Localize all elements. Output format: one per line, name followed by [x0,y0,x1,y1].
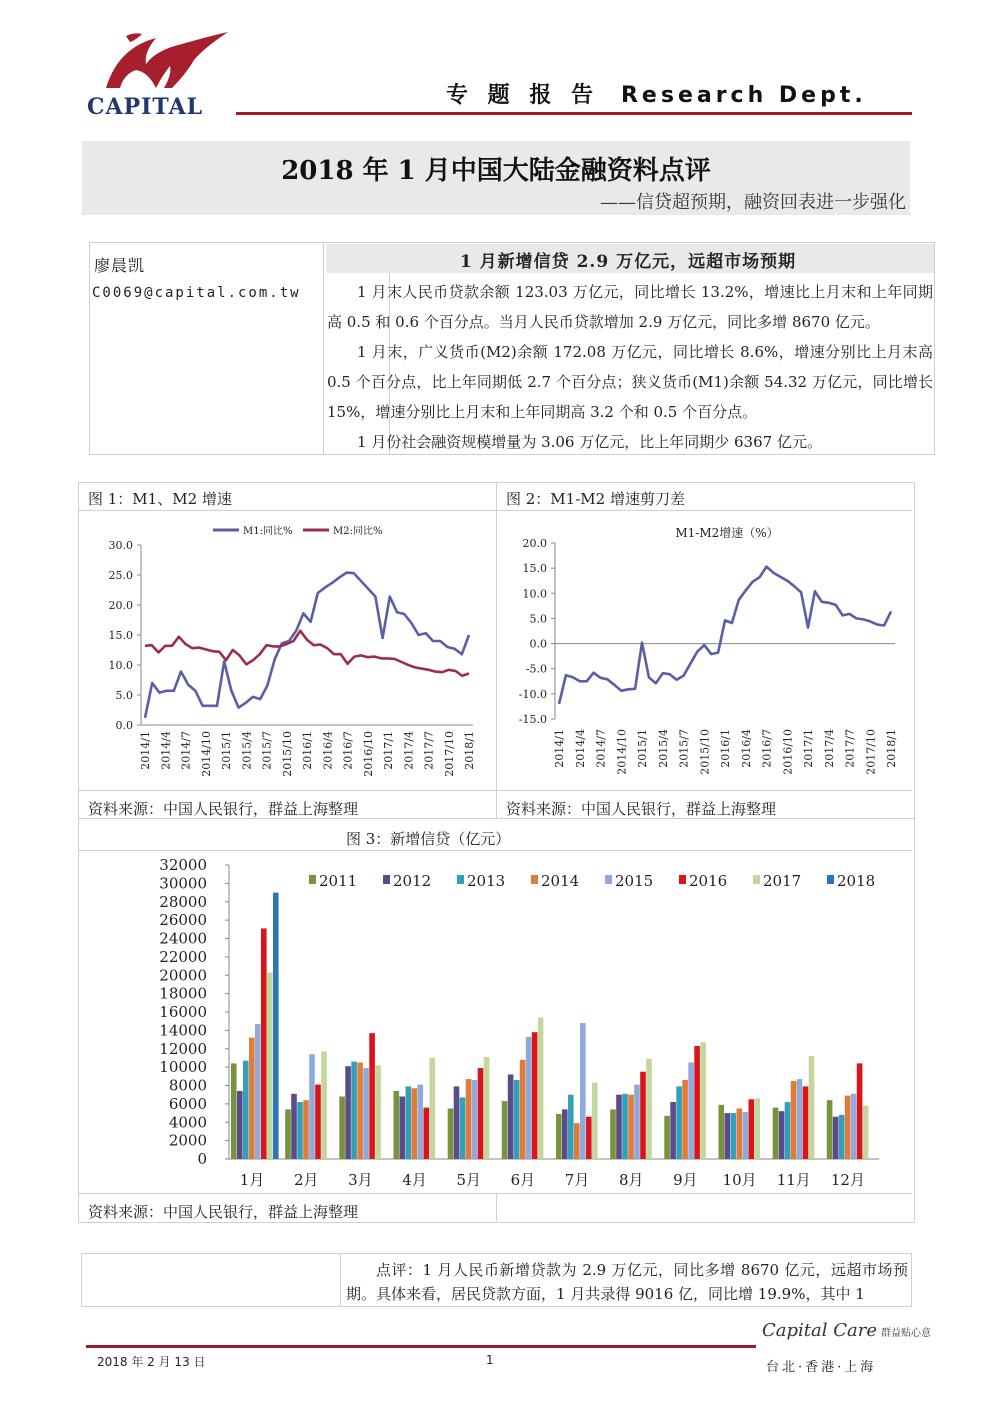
figure-3-caption: 图 3：新增信贷（亿元） [346,830,511,848]
bar [502,1101,508,1159]
report-title: 2018 年 1 月中国大陆金融资料点评 [281,156,711,186]
bar [676,1086,682,1159]
bar [466,1079,472,1159]
legend-label: 2014 [541,872,580,890]
y-tick-label: 4000 [168,1113,207,1132]
bar [556,1114,562,1159]
legend-swatch [383,875,390,884]
figure-1-source: 资料来源：中国人民银行，群益上海整理 [88,800,359,818]
figure-1-caption: 图 1：M1、M2 增速 [88,490,232,508]
legend-label: M1:同比% [243,526,293,537]
y-tick-label: 10.0 [522,587,547,601]
bar [315,1085,321,1159]
bar [863,1106,869,1159]
bar [424,1108,430,1159]
legend-swatch [827,875,834,884]
x-tick-label: 2016/10 [361,731,375,777]
x-tick-label: 1月 [239,1171,265,1189]
x-tick-label: 2015/1 [220,731,233,770]
y-tick-label: 0.0 [115,719,133,732]
x-tick-label: 2015/10 [698,729,712,775]
bar [749,1099,755,1159]
bar [472,1080,478,1159]
report-subtitle: ——信贷超预期，融资回表进一步强化 [600,192,906,213]
y-tick-label: -15.0 [518,713,547,726]
x-tick-label: 4月 [402,1171,427,1189]
y-tick-label: 30000 [159,874,207,893]
y-tick-label: 14000 [159,1021,207,1040]
author-name: 廖晨凯 [94,256,146,275]
bar [827,1100,833,1159]
bar [418,1085,424,1159]
figure-2-caption: 图 2：M1-M2 增速剪刀差 [506,490,685,508]
bar [412,1088,418,1159]
bar [574,1123,580,1159]
y-tick-label: 24000 [159,929,207,948]
bar [520,1060,526,1159]
y-tick-label: 0 [197,1150,207,1168]
x-tick-label: 2015/4 [656,729,670,768]
bar [363,1068,369,1159]
bar [622,1094,628,1159]
bar [779,1111,785,1159]
bar [321,1052,327,1160]
legend-label: 2018 [837,872,876,890]
y-tick-label: 10000 [159,1058,207,1077]
summary-text: 1 月末人民币贷款余额 123.03 万亿元，同比增长 13.2%，增速比上月末和上年同期高 0.5 和 0.6 个百分点。当月人民币贷款增加 2.9 万亿元，同比多增 8670 亿元。 [327,283,933,331]
bar [634,1085,640,1159]
x-tick-label: 2018/1 [463,731,476,770]
bar [454,1086,460,1159]
x-tick-label: 2017/7 [843,729,857,768]
divider [79,790,912,791]
y-tick-label: 15.0 [522,562,547,576]
bar [809,1056,815,1159]
y-tick-label: 30.0 [108,539,133,552]
x-tick-label: 2016/7 [760,729,774,768]
bar [291,1094,297,1159]
bar [400,1097,406,1160]
x-tick-label: 2016/1 [301,731,314,770]
x-tick-label: 2017/1 [802,729,815,768]
bar [670,1102,676,1159]
footer-brand-logo [762,1320,931,1341]
bar [508,1075,514,1160]
x-tick-label: 2017/10 [864,729,878,775]
bar [430,1058,436,1159]
x-tick-label: 2014/4 [573,729,587,768]
bar [725,1113,731,1159]
legend-swatch [605,875,612,884]
summary-table [89,242,935,455]
legend-label: 2013 [467,872,506,890]
page-number: 1 [486,1353,494,1367]
legend-swatch [531,875,538,884]
x-tick-label: 2017/7 [422,731,436,770]
bar [514,1080,520,1159]
bar [791,1081,797,1159]
y-tick-label: 10.0 [108,659,133,672]
bar [773,1108,779,1159]
legend-swatch [679,875,686,884]
divider [340,1254,341,1306]
x-tick-label: 12月 [830,1171,865,1189]
x-tick-label: 2016/1 [719,729,732,768]
x-tick-label: 2014/1 [139,731,152,770]
x-tick-label: 2014/7 [594,729,608,768]
y-tick-label: 32000 [159,856,207,874]
bar [297,1102,303,1159]
bar [478,1068,484,1159]
series-line [559,567,891,704]
bar [369,1033,375,1159]
department-en: Research Dept. [620,83,867,108]
bar [285,1109,291,1159]
bar [255,1024,261,1159]
y-tick-label: 20.0 [522,537,547,550]
brand-tagline: 群益贴心意 [881,1328,931,1339]
department-title [446,78,867,109]
y-tick-label: 15.0 [108,629,133,642]
legend-swatch [309,875,316,884]
legend-label: 2017 [763,872,802,890]
bar [484,1057,490,1159]
bar [700,1042,706,1159]
x-tick-label: 2015/1 [636,729,649,768]
x-tick-label: 2017/4 [402,731,416,770]
x-tick-label: 2016/4 [321,731,335,770]
bar [785,1102,791,1159]
y-tick-label: 5.0 [529,612,547,626]
bar [394,1091,400,1159]
bar [682,1080,688,1159]
bar [261,928,267,1159]
logo-wordmark: CAPITAL [87,94,204,120]
x-tick-label: 2015/4 [240,731,254,770]
x-tick-label: 2015/7 [260,731,274,770]
bar [731,1113,737,1159]
x-tick-label: 8月 [618,1171,644,1189]
bar [243,1061,249,1159]
bar [538,1018,544,1160]
bar [851,1094,857,1159]
legend-swatch [753,875,760,884]
x-tick-label: 9月 [673,1171,698,1189]
y-tick-label: 26000 [159,911,207,930]
x-tick-label: 2017/10 [442,731,456,777]
x-tick-label: 5月 [456,1171,482,1189]
footer-rule [86,1345,756,1348]
bar [592,1083,598,1159]
bar [448,1109,454,1160]
bar [797,1079,803,1159]
x-tick-label: 6月 [510,1171,536,1189]
bar [309,1054,315,1159]
legend-label: 2012 [393,872,432,890]
header-rule [236,112,912,115]
summary-paragraph-2 [327,337,933,427]
footer-cities: 台北·香港·上海 [766,1360,877,1375]
summary-paragraph-3 [327,427,933,457]
bar [743,1112,749,1159]
y-tick-label: 28000 [159,892,207,911]
bar [688,1063,694,1160]
bar [345,1066,351,1159]
y-tick-label: 5.0 [115,689,133,702]
bar [755,1098,761,1159]
summary-text: 1 月份社会融资规模增量为 3.06 万亿元，比上年同期少 6367 亿元。 [357,433,822,451]
bar [694,1046,700,1159]
bar [339,1097,345,1160]
summary-paragraph-1 [327,277,933,337]
y-tick-label: 25.0 [108,569,133,582]
bar [616,1095,622,1159]
bar [646,1059,652,1159]
y-tick-label: 12000 [159,1039,207,1058]
y-tick-label: 0.0 [529,637,547,651]
x-tick-label: 2017/4 [822,729,836,768]
bar [719,1105,725,1159]
x-tick-label: 2014/4 [159,731,173,770]
footer-date: 2018 年 2 月 13 日 [97,1355,206,1369]
bar [839,1115,845,1159]
bar [737,1109,743,1160]
x-tick-label: 2014/10 [615,729,629,775]
series-line [145,631,469,676]
figure-3-source: 资料来源：中国人民银行，群益上海整理 [88,1203,359,1221]
summary-text: 1 月末，广义货币(M2)余额 172.08 万亿元，同比增长 8.6%，增速分别比上月末高 0.5 个百分点，比上年同期低 2.7 个百分点；狭义货币(M1)余额 54.32 万亿元，同比增长 15%，增速分别比上月末和上年同期高 3.2 个和 0.5 个百分点。 [327,343,933,421]
comment-box [81,1253,912,1307]
x-tick-label: 3月 [348,1171,373,1189]
x-tick-label: 2014/7 [179,731,193,770]
legend-label: 2016 [689,872,728,890]
y-tick-label: 6000 [168,1094,207,1113]
x-tick-label: 2014/10 [199,731,213,777]
bar [845,1096,851,1159]
legend-label: M2:同比% [333,526,383,537]
bar [267,973,273,1160]
bar [857,1063,863,1159]
x-tick-label: 11月 [776,1171,811,1189]
department-cn: 专 题 报 告 [446,82,599,108]
x-tick-label: 2014/1 [553,729,566,768]
bar [460,1097,466,1159]
bar [526,1037,532,1159]
bar [375,1065,381,1159]
x-tick-label: 2018/1 [885,729,898,768]
bar [568,1095,574,1159]
y-tick-label: 16000 [159,1003,207,1021]
bar [586,1117,592,1159]
bar [580,1023,586,1159]
bar [532,1032,538,1159]
x-tick-label: 10月 [722,1171,757,1189]
series-line [145,573,469,718]
brand-name: Capital Care [762,1320,877,1341]
legend-label: 2015 [615,872,654,890]
divider [323,243,324,454]
bar [249,1038,255,1159]
x-tick-label: 2016/4 [739,729,753,768]
y-tick-label: 8000 [168,1076,207,1095]
author-email[interactable]: C0069@capital.com.tw [92,285,301,301]
bar [562,1109,568,1159]
x-tick-label: 2015/10 [280,731,294,777]
bar [231,1063,237,1159]
x-tick-label: 2015/7 [677,729,691,768]
bar [406,1086,412,1159]
chart-title: M1-M2增速（%） [675,526,779,540]
m1-m2-spread-chart [497,511,912,789]
y-tick-label: 20000 [159,966,207,985]
x-tick-label: 2016/10 [781,729,795,775]
bar [351,1062,357,1159]
bar [628,1095,634,1159]
y-tick-label: 18000 [159,984,207,1003]
bar [640,1072,646,1159]
m1-m2-growth-chart [79,511,494,789]
bar [273,893,279,1159]
x-tick-label: 2017/1 [382,731,395,770]
y-tick-label: -10.0 [518,687,547,701]
bar [610,1109,616,1159]
y-tick-label: -5.0 [525,662,547,676]
summary-heading: 1 月新增信贷 2.9 万亿元，远超市场预期 [459,252,797,272]
bar [803,1086,809,1159]
legend-label: 2011 [319,872,358,890]
figure-2-source: 资料来源：中国人民银行，群益上海整理 [506,800,777,818]
bar [237,1091,243,1159]
bar [833,1117,839,1159]
x-tick-label: 7月 [564,1171,590,1189]
x-tick-label: 2月 [293,1171,319,1189]
comment-text: 点评：1 月人民币新增贷款为 2.9 万亿元，同比多增 8670 亿元，远超市场预期。具体来看，居民贷款方面，1 月共录得 9016 亿，同比增 19.9%，其中 1 [346,1261,908,1303]
new-loans-chart [79,851,912,1192]
y-tick-label: 22000 [159,947,207,966]
bar [303,1100,309,1159]
bar [357,1063,363,1160]
legend-swatch [457,875,464,884]
y-tick-label: 2000 [168,1131,207,1150]
divider [496,1193,497,1221]
y-tick-label: 20.0 [108,599,133,612]
x-tick-label: 2016/7 [341,731,355,770]
bar [664,1116,670,1159]
